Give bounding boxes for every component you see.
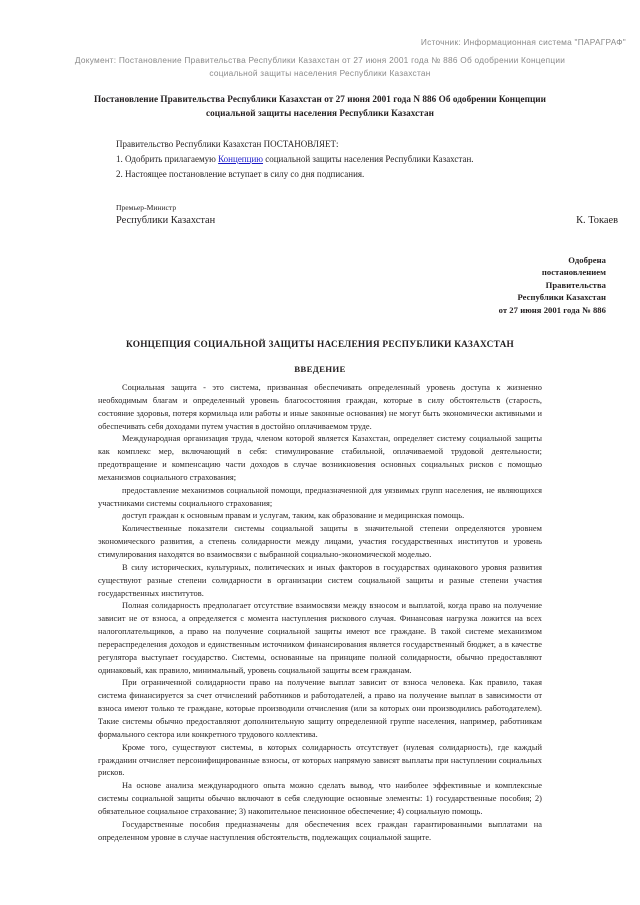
source-meta-line: Источник: Информационная система "ПАРАГРАФ" xyxy=(420,37,626,47)
body-paragraph: Международная организация труда, членом которой является Казахстан, определяет систему социальной защиты как комплекс мер, включающий в себя: стимулирование стабильной, оплачиваемой трудовой деятельности; предотвращение и компенсацию части доходов в случае возникновения основных социальных рисков с помощью механизмов социального страхования; xyxy=(98,434,542,482)
clause-1-text-before: 1. Одобрить прилагаемую xyxy=(116,154,219,164)
body-paragraph: При ограниченной солидарности право на получение выплат зависит от взноса человека. Как правило, такая система финансируется за счет отчислений работников и работодателей, а право на получение выплат в зависимости от взноса имеют только те граждане, которые производили отчисления (или за которых они производились работодателем). Такие системы обычно предоставляют дополнительную защиту определенной группе населения, например, работникам формального сектора или конкретного трудового коллектива. xyxy=(98,678,542,739)
decree-clauses xyxy=(0,120,640,182)
approval-line-3: Правительства xyxy=(545,279,606,290)
body-paragraph: Количественные показатели системы социальной защиты в значительной степени определяются уровнем экономического развития, а степень солидарности между лицами, участия государственных институтов и уровень стимулирования находятся во взаимосвязи с выбранной социально-экономической моделью. xyxy=(98,524,542,559)
concept-document-link[interactable]: Концепцию xyxy=(218,154,263,164)
signature-block xyxy=(0,182,640,228)
approval-line-4: Республики Казахстан xyxy=(517,292,606,303)
body-paragraph: Государственные пособия предназначены для обеспечения всех граждан гарантированными выплатами на определенном уровне в случае наступления обстоятельств, подлежащих социальной защите. xyxy=(98,819,542,842)
body-paragraph: Социальная защита - это система, призванная обеспечивать определенный уровень доступа к жизненно необходимым благам и определенный уровень благосостояния граждан, которые в силу обстоятельств (старость, состояние здоровья, потеря кормильца или работы и иные законные основания) не могут быть экономически активными и обеспечивать себя доходами путем участия в достойно оплачиваемом труде. xyxy=(98,383,542,431)
body-paragraph: Кроме того, существуют системы, в которых солидарность отсутствует (нулевая солидарность), где каждый гражданин отчисляет персонифицированные взносы, от которых напрямую зависят выплаты при наступлении социальных рисков. xyxy=(98,742,542,778)
body-paragraph: предоставление механизмов социальной помощи, предназначенной для уязвимых групп населения, не являющихся участниками системы социального страхования; xyxy=(98,485,542,508)
body-paragraph: В силу исторических, культурных, политических и иных факторов в государствах одинакового уровня развития существуют разные степени солидарности в организации систем социальной защиты и разные степени участия государственных институтов. xyxy=(98,562,542,598)
approval-line-2: постановлением xyxy=(541,267,606,278)
section-title-introduction: ВВЕДЕНИЕ xyxy=(294,364,346,375)
document-body xyxy=(0,374,640,844)
body-paragraph: доступ граждан к основным правам и услугам, таким, как образование и медицинская помощь. xyxy=(122,511,465,521)
body-paragraph: На основе анализа международного опыта можно сделать вывод, что наиболее эффективные и комплексные системы социальной защиты обычно включают в себя следующие основные элементы: 1) государственные пособия; 2) обязательное социальное страхование; 3) накопительное пенсионное обеспечение; 4) социальную помощь. xyxy=(98,781,542,816)
body-paragraph: Полная солидарность предполагает отсутствие взаимосвязи между взносом и выплатой, когда право на получение зависит не от взноса, а определяется с момента наступления рискового случая. Финансовая нагрузка ложится на всех налогоплательщиков, а право на получение социальной защиты имеют все граждане. В такой системе механизмом перераспределения доходов и единственным источником финансирования является государственный бюджет, а в качестве регулятора выступает государство. Системы, основанные на принципе полной солидарности, обычно предоставляют одинаковый, как правило, минимальный, уровень социальной защиты всем гражданам. xyxy=(98,601,542,675)
signatory-organization: Республики Казахстан xyxy=(116,215,216,226)
decree-clause-1 xyxy=(116,152,544,167)
concept-title: КОНЦЕПЦИЯ СОЦИАЛЬНОЙ ЗАЩИТЫ НАСЕЛЕНИЯ РЕСПУБЛИКИ КАЗАХСТАН xyxy=(125,340,515,351)
decree-preamble: Правительство Республики Казахстан ПОСТАНОВЛЯЕТ: xyxy=(116,139,339,149)
signatory-name: К. Токаев xyxy=(576,215,618,226)
decree-title: Постановление Правительства Республики Казахстан от 27 июня 2001 года N 886 Об одобрении Концепции социальной защиты населения Республики Казахстан xyxy=(94,94,546,118)
clause-1-text-after: социальной защиты населения Республики Казахстан. xyxy=(262,154,474,164)
signatory-role: Премьер-Министр xyxy=(116,203,177,212)
decree-clause-2: 2. Настоящее постановление вступает в силу со дня подписания. xyxy=(116,169,365,179)
document-meta-line: Документ: Постановление Правительства Республики Казахстан от 27 июня 2001 года № 886 Об одобрении Концепции социальной защиты населения Республики Казахстан xyxy=(74,55,566,78)
approval-stamp-block xyxy=(0,228,640,316)
approval-line-1: Одобрена xyxy=(568,255,606,265)
approval-line-5: от 27 июня 2001 года № 886 xyxy=(498,304,606,315)
